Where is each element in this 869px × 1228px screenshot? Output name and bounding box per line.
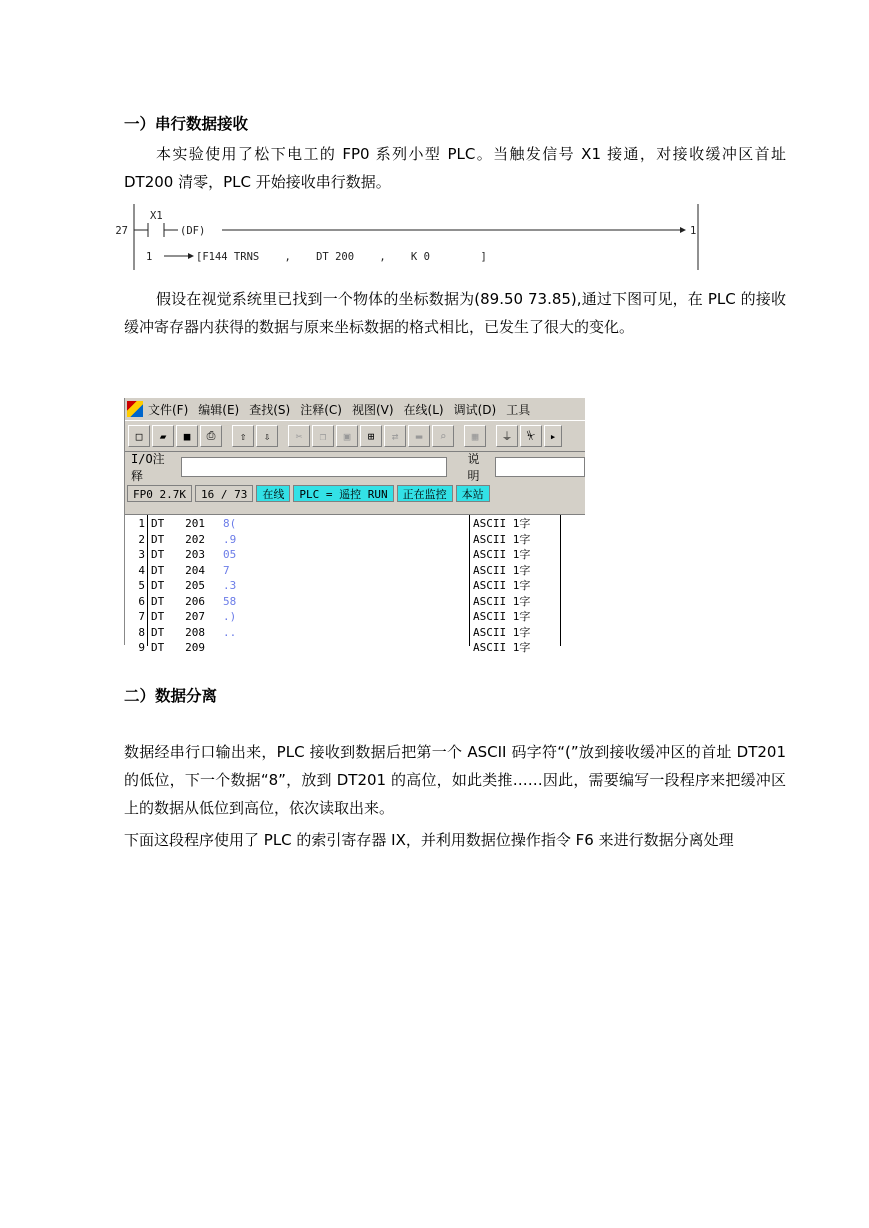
data-monitor-table — [125, 514, 585, 654]
io-comment-label: I/O注释 — [131, 452, 165, 483]
cell-dev: DT — [151, 641, 165, 654]
cell-fmt: ASCII 1字 — [473, 532, 531, 546]
cell-no: 3 — [138, 548, 145, 561]
cell-val: .) — [223, 610, 237, 623]
menu-comment[interactable]: 注释(C) — [300, 402, 342, 417]
print-icon[interactable]: ⎙ — [200, 425, 222, 447]
ladder-diagram — [115, 202, 704, 272]
cell-fmt: ASCII 1字 — [473, 641, 531, 654]
new-file-icon[interactable]: □ — [128, 425, 150, 447]
cell-no: 5 — [138, 579, 145, 592]
cell-addr: 202 — [185, 532, 205, 546]
cell-addr: 207 — [185, 610, 205, 623]
section1-paragraph1: 本实验使用了松下电工的 FP0 系列小型 PLC。当触发信号 X1 接通，对接收缓冲区首址 DT200 清零，PLC 开始接收串行数据。 — [124, 145, 786, 191]
menu-debug[interactable]: 调试(D) — [453, 402, 497, 417]
cell-dev: DT — [151, 625, 165, 639]
cell-fmt: ASCII 1字 — [473, 594, 531, 608]
cell-val: 58 — [223, 594, 237, 608]
status-position: 16 / 73 — [195, 485, 253, 502]
desc-input[interactable] — [495, 457, 585, 477]
cell-no: 4 — [138, 563, 145, 577]
status-online: 在线 — [256, 485, 290, 502]
cell-dev: DT — [151, 594, 165, 608]
cell-no: 2 — [138, 532, 145, 546]
status-plc-mode: PLC = 遥控 RUN — [293, 485, 393, 502]
monitor-icon[interactable]: ▦ — [464, 425, 486, 447]
ladder-contact-label: X1 — [150, 210, 163, 222]
cell-dev: DT — [151, 579, 165, 592]
cell-val: 7 — [223, 563, 230, 577]
cell-val: .3 — [223, 579, 237, 592]
status-model: FP0 2.7K — [127, 485, 192, 502]
table-row[interactable] — [125, 609, 585, 625]
desc-label: 说明 — [467, 452, 480, 483]
cell-fmt: ASCII 1字 — [473, 579, 531, 592]
table-row[interactable] — [125, 563, 585, 579]
cell-addr: 208 — [185, 625, 205, 639]
menu-tools[interactable]: 工具 — [506, 402, 531, 417]
table-row[interactable] — [125, 532, 585, 548]
menu-find[interactable]: 查找(S) — [249, 402, 291, 417]
paste-icon[interactable]: ▣ — [336, 425, 358, 447]
cell-no: 1 — [138, 517, 145, 530]
table-row[interactable] — [125, 516, 585, 532]
cell-fmt: ASCII 1字 — [473, 610, 531, 623]
cell-dev: DT — [151, 532, 165, 546]
cell-no: 7 — [138, 610, 145, 623]
run-mode-icon[interactable]: ▸ — [544, 425, 562, 447]
status-monitoring: 正在监控 — [397, 485, 453, 502]
open-folder-icon[interactable]: ▰ — [152, 425, 174, 447]
toolbar — [125, 420, 585, 452]
ladder-df-label: (DF) — [180, 225, 206, 237]
status-bar — [125, 482, 585, 504]
cell-dev: DT — [151, 610, 165, 623]
menu-view[interactable]: 视图(V) — [351, 402, 394, 417]
section1-heading: 一）串行数据接收 — [124, 115, 249, 133]
cell-fmt: ASCII 1字 — [473, 625, 531, 639]
io-comment-input[interactable] — [181, 457, 448, 477]
menu-bar — [125, 398, 585, 420]
replace-icon[interactable]: ⇄ — [384, 425, 406, 447]
cut-icon[interactable]: ✂ — [288, 425, 310, 447]
save-icon[interactable]: ■ — [176, 425, 198, 447]
upload-icon[interactable]: ⇧ — [232, 425, 254, 447]
block-icon[interactable]: ▬ — [408, 425, 430, 447]
status-station: 本站 — [456, 485, 490, 502]
cell-no: 6 — [138, 594, 145, 608]
cell-addr: 205 — [185, 579, 205, 592]
ladder-step-1: 1 — [146, 251, 153, 263]
ladder-out-label: 1 — [690, 225, 697, 237]
cell-no: 9 — [138, 641, 145, 654]
cell-dev: DT — [151, 563, 165, 577]
cell-val: .. — [223, 625, 237, 639]
menu-edit[interactable]: 编辑(E) — [198, 402, 240, 417]
plc-software-screenshot — [124, 398, 585, 654]
ladder-step-27: 27 — [115, 225, 128, 237]
plc-mode-icon[interactable]: ⏧ — [520, 425, 542, 447]
section2-paragraph1: 数据经串行口输出来，PLC 接收到数据后把第一个 ASCII 码字符“(”放到接收缓冲区的首址 DT201 的低位，下一个数据“8”，放到 DT201 的高位，如此类推……因此，需要编写一段程序来把缓冲区上的数据从低位到高位，依次读取出来。 — [124, 743, 786, 817]
cell-dev: DT — [151, 517, 165, 530]
cell-addr: 203 — [185, 548, 205, 561]
table-row[interactable] — [125, 625, 585, 641]
cell-val: 8( — [223, 517, 237, 530]
cell-val: 05 — [223, 548, 237, 561]
cell-val: .9 — [223, 532, 237, 546]
section2-paragraph2: 下面这段程序使用了 PLC 的索引寄存器 IX，并利用数据位操作指令 F6 来进行数据分离处理 — [124, 831, 734, 849]
table-row[interactable] — [125, 547, 585, 563]
section2-heading: 二）数据分离 — [124, 687, 218, 705]
cell-addr: 206 — [185, 594, 205, 608]
plc-connect-icon[interactable]: ⏚ — [496, 425, 518, 447]
cell-addr: 209 — [185, 641, 205, 654]
app-icon — [127, 401, 143, 417]
cell-addr: 204 — [185, 563, 205, 577]
menu-online[interactable]: 在线(L) — [403, 402, 444, 417]
ladder-toggle-icon[interactable]: ⊞ — [360, 425, 382, 447]
table-row[interactable] — [125, 640, 585, 656]
ladder-instruction: [F144 TRNS , DT 200 , K 0 ] — [196, 251, 487, 263]
section1-paragraph2: 假设在视觉系统里已找到一个物体的坐标数据为(89.50 73.85),通过下图可见，在 PLC 的接收缓冲寄存器内获得的数据与原来坐标数据的格式相比，已发生了很大的变化。 — [124, 290, 786, 336]
table-row[interactable] — [125, 594, 585, 610]
io-comment-bar — [125, 452, 585, 482]
download-icon[interactable]: ⇩ — [256, 425, 278, 447]
cell-fmt: ASCII 1字 — [473, 517, 531, 530]
cell-addr: 201 — [185, 517, 205, 530]
cell-fmt: ASCII 1字 — [473, 548, 531, 561]
find-icon[interactable]: ⌕ — [432, 425, 454, 447]
cell-no: 8 — [138, 625, 145, 639]
menu-file[interactable]: 文件(F) — [148, 402, 189, 417]
table-row[interactable] — [125, 578, 585, 594]
cell-fmt: ASCII 1字 — [473, 563, 531, 577]
cell-dev: DT — [151, 548, 165, 561]
copy-icon[interactable]: ❐ — [312, 425, 334, 447]
